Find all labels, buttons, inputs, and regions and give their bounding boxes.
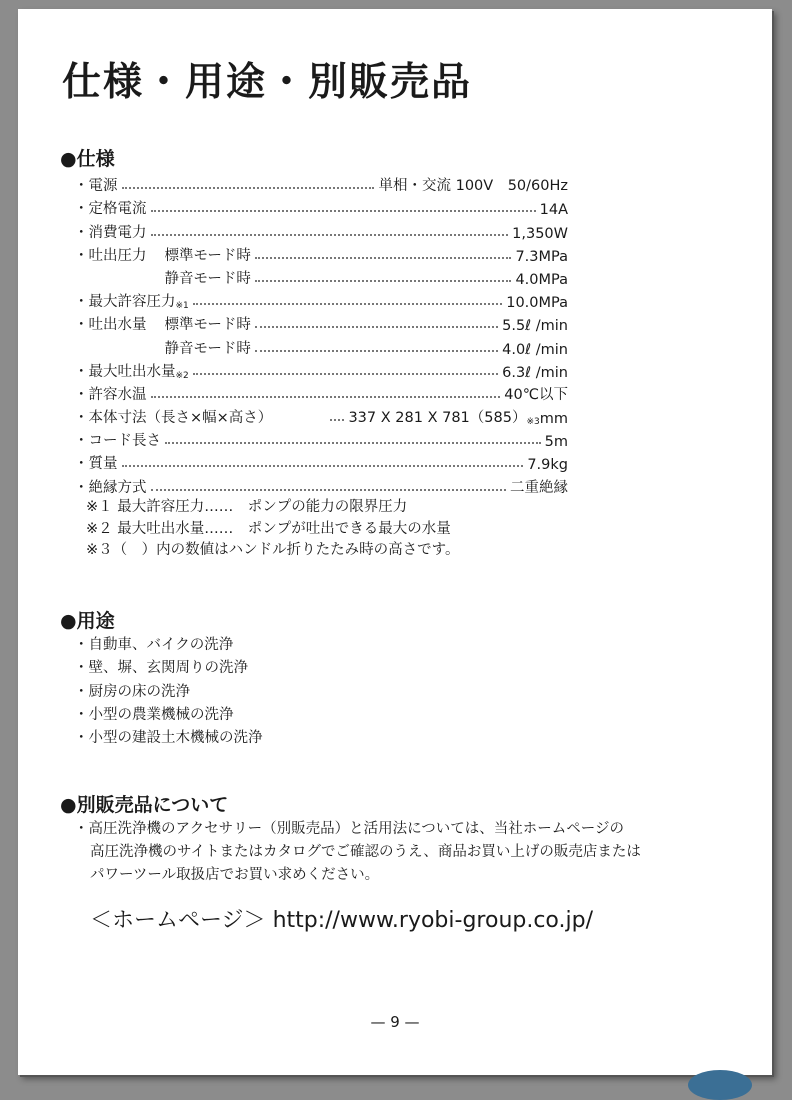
use-item: ・小型の建設土木機械の洗浄 [74,730,263,747]
spec-row [74,358,568,381]
spec-unit: mm [539,411,568,428]
dotted-leader [193,373,498,375]
spec-label: ・最大許容圧力 [74,294,176,311]
spec-row [74,242,568,265]
dotted-leader [255,326,498,328]
spec-note: ※３（ ）内の数値はハンドル折りたたみ時の高さです。 [86,542,460,558]
floating-button[interactable] [688,1070,752,1100]
homepage-line [90,903,593,934]
spec-note: ※１ 最大許容圧力…… ポンプの能力の限界圧力 [86,499,408,515]
spec-row [74,450,568,473]
use-item: ・厨房の床の洗浄 [74,683,190,700]
dotted-leader [151,210,536,212]
spec-sublabel: 標準モード時 [164,317,251,334]
spec-label: ・コード長さ [74,433,161,450]
spec-value: 二重絶縁 [510,479,568,496]
spec-value: 1,350W [512,225,568,242]
use-item: ・自動車、バイクの洗浄 [74,637,234,653]
footnote-mark: ※3 [526,417,540,428]
spec-value: 5.5ℓ /min [502,318,568,335]
dotted-leader [151,234,509,236]
use-item: ・小型の農業機械の洗浄 [74,706,234,723]
spec-label: ・定格電流 [74,201,147,218]
uses-list [74,634,263,750]
spec-value: 7.3MPa [515,248,568,265]
dotted-leader [255,280,512,282]
accessories-heading: ●別販売品について [60,794,229,816]
dotted-leader [330,419,344,421]
spec-row [74,334,568,357]
spec-sublabel: 標準モード時 [164,247,251,264]
use-item: ・壁、塀、玄関周りの洗浄 [74,660,248,677]
footnote-mark: ※1 [175,301,189,312]
page-title: 仕様・用途・別販売品 [62,60,473,105]
accessories-line: 高圧洗浄機のサイトまたはカタログでご確認のうえ、商品お買い上げの販売店または [90,844,641,860]
homepage-url[interactable]: http://www.ryobi-group.co.jp/ [272,908,593,933]
spec-note: ※２ 最大吐出水量…… ポンプが吐出できる最大の水量 [86,520,451,537]
spec-value: 4.0MPa [515,271,568,288]
uses-heading: ●用途 [60,610,115,632]
dotted-leader [151,396,501,398]
spec-label: ・絶縁方式 [74,479,147,496]
specs-heading: ●仕様 [60,148,115,170]
dotted-leader [255,350,498,352]
spec-sublabel: 静音モード時 [164,270,251,287]
spec-value: 5m [544,434,568,451]
dotted-leader [151,489,507,491]
spec-row [74,195,568,218]
spec-value: 337 X 281 X 781（585） [348,410,527,427]
spec-row [74,288,568,311]
document-page [18,9,772,1075]
spec-row [74,265,568,288]
spec-label: ・吐出水量 [74,317,147,334]
dotted-leader [122,187,375,189]
spec-row [74,172,568,195]
spec-value: 14A [539,202,568,219]
spec-row [74,381,568,404]
homepage-label: ＜ホームページ＞ [90,908,266,933]
spec-label: ・吐出圧力 [74,247,147,264]
spec-notes [86,497,460,562]
accessories-text [74,818,724,887]
spec-value: 4.0ℓ /min [502,341,568,358]
footnote-mark: ※2 [175,370,189,381]
spec-table [74,172,568,497]
spec-value: 10.0MPa [506,295,568,312]
spec-value: 7.9kg [527,457,568,474]
dotted-leader [193,303,502,305]
accessories-line: ・高圧洗浄機のアクセサリー（別販売品）と活用法については、当社ホームページの [74,821,624,837]
spec-label: ・本体寸法（長さ×幅×高さ） [74,410,273,427]
spec-label: ・許容水温 [74,386,147,403]
spec-row [74,311,568,334]
spec-row [74,218,568,241]
spec-value: 単相・交流 100V 50/60Hz [378,178,568,195]
spec-row [74,473,568,496]
spec-value: 6.3ℓ /min [502,364,568,381]
spec-value: 40℃以下 [504,386,568,403]
dotted-leader [255,257,512,259]
spec-row [74,427,568,450]
spec-label: ・最大吐出水量 [74,363,176,380]
dotted-leader [165,442,541,444]
page-number: — 9 — [370,1013,420,1031]
accessories-line: パワーツール取扱店でお買い求めください。 [90,867,380,883]
spec-label: ・電源 [74,178,118,195]
spec-sublabel: 静音モード時 [164,340,251,357]
spec-row [74,404,568,427]
dotted-leader [122,465,524,467]
spec-label: ・消費電力 [74,224,147,241]
spec-label: ・質量 [74,456,118,473]
